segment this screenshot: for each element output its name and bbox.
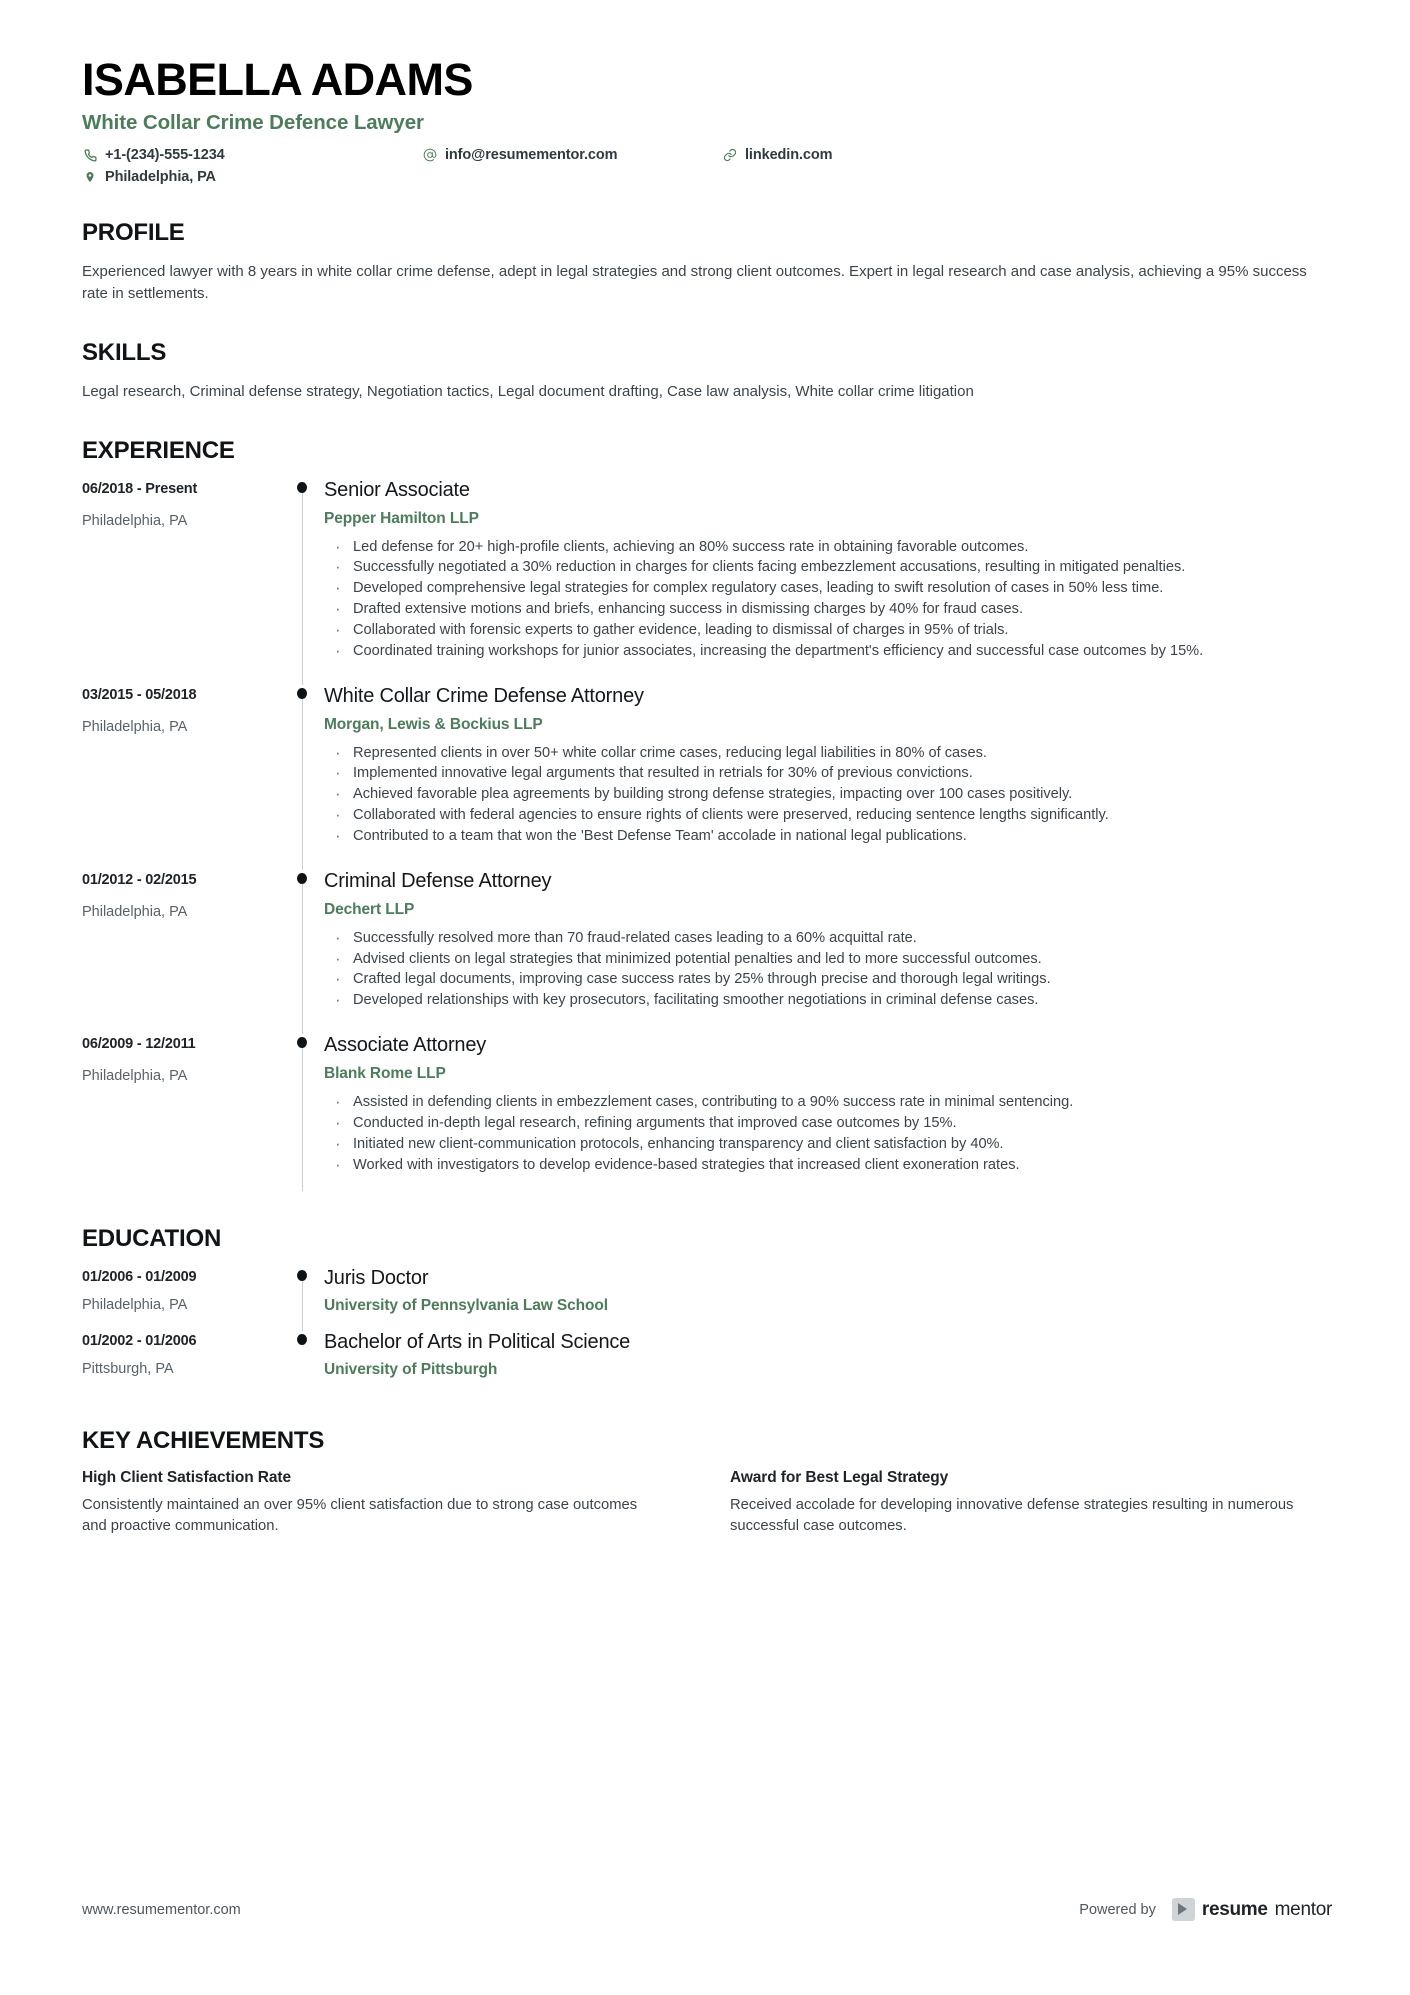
timeline-rail [282,479,324,685]
timeline-line [302,697,303,870]
experience-body [324,685,1332,870]
list-item: · Crafted legal documents, improving case success rates by 25% through precise and thorough legal writings. [324,970,1332,990]
resume-header [82,56,1332,185]
timeline-dot-icon [297,1037,307,1048]
section-title-profile: PROFILE [82,219,185,247]
list-item: · Collaborated with federal agencies to ensure rights of clients were preserved, reducing sentence lengths significantly. [324,806,1332,826]
achievement-title: Award for Best Legal Strategy [730,1468,949,1486]
education-entry [82,1267,1332,1331]
experience-entry [82,870,1332,1034]
footer-website-url[interactable]: www.resumementor.com [82,1901,241,1918]
list-item: · Developed relationships with key prosecutors, facilitating smoother negotiations in criminal defense cases. [324,991,1332,1011]
list-item: · Advised clients on legal strategies that minimized potential penalties and led to more successful outcomes. [324,950,1332,970]
education-meta [82,1331,282,1395]
experience-location: Philadelphia, PA [82,512,188,529]
list-item: · Led defense for 20+ high-profile clients, achieving an 80% success rate in obtaining favorable outcomes. [324,538,1332,558]
professional-headline: White Collar Crime Defence Lawyer [82,111,424,135]
education-dates: 01/2002 - 01/2006 [82,1332,197,1349]
experience-meta [82,1034,282,1198]
powered-by-label: Powered by [1079,1901,1156,1918]
timeline-dot-icon [297,873,307,884]
education-location: Philadelphia, PA [82,1296,188,1313]
education-dates: 01/2006 - 01/2009 [82,1268,197,1285]
experience-entry [82,479,1332,685]
education-school: University of Pennsylvania Law School [324,1296,608,1314]
timeline-rail [282,685,324,870]
list-item: · Worked with investigators to develop evidence-based strategies that increased client exoneration rates. [324,1156,1332,1176]
achievement-title: High Client Satisfaction Rate [82,1468,291,1486]
contact-row-primary [82,147,1332,163]
achievement-description: Received accolade for developing innovative defense strategies resulting in numerous successful case outcomes. [730,1496,1294,1534]
education-meta [82,1267,282,1331]
contact-location [82,169,422,185]
contact-row-secondary [82,169,1332,185]
experience-body [324,870,1332,1034]
section-experience [82,437,1332,1199]
timeline-rail [282,1034,324,1198]
education-school: University of Pittsburgh [324,1360,498,1378]
list-item: · Successfully negotiated a 30% reduction in charges for clients facing embezzlement accusations, resulting in mitigated penalties. [324,558,1332,578]
experience-body [324,479,1332,685]
list-item: · Drafted extensive motions and briefs, enhancing success in dismissing charges by 40% for fraud cases. [324,600,1332,620]
list-item: · Assisted in defending clients in embezzlement cases, contributing to a 90% success rate in minimal sentencing. [324,1093,1332,1113]
footer-branding [1079,1898,1332,1921]
experience-entry [82,1034,1332,1198]
brand-name-bold: resume [1201,1898,1268,1920]
timeline-rail [282,870,324,1034]
brand-name-light: mentor [1274,1898,1332,1920]
timeline-rail [282,1331,324,1395]
list-item: · Conducted in-depth legal research, refining arguments that improved case outcomes by 15%. [324,1114,1332,1134]
profile-text: Experienced lawyer with 8 years in white collar crime defense, adept in legal strategies and strong client outcomes. Expert in legal research and case analysis, achieving a 95% success rate in settlements. [82,263,1307,302]
section-education [82,1225,1332,1395]
contact-block [82,147,1332,185]
timeline-line [302,491,303,685]
experience-bullets [324,929,1332,1011]
section-key-achievements [82,1427,1332,1537]
education-degree: Bachelor of Arts in Political Science [324,1330,631,1353]
experience-body [324,1034,1332,1198]
list-item: · Contributed to a team that won the 'Best Defense Team' accolade in national legal publications. [324,827,1332,847]
experience-job-title: White Collar Crime Defense Attorney [324,684,644,707]
list-item: · Coordinated training workshops for junior associates, increasing the department's efficiency and successful case outcomes by 15%. [324,642,1332,662]
experience-organization: Morgan, Lewis & Bockius LLP [324,715,543,733]
skills-text: Legal research, Criminal defense strategy, Negotiation tactics, Legal document drafting, Case law analysis, White collar crime litigation [82,382,974,400]
resumementor-logo [1172,1898,1332,1921]
contact-email[interactable] [422,147,722,163]
achievements-grid [82,1469,1332,1537]
experience-entry [82,685,1332,870]
contact-location-value: Philadelphia, PA [105,169,216,186]
experience-dates: 01/2012 - 02/2015 [82,871,197,888]
link-icon [722,148,738,162]
section-title-key-achievements: KEY ACHIEVEMENTS [82,1426,325,1454]
experience-job-title: Senior Associate [324,478,470,501]
contact-linkedin[interactable] [722,147,982,163]
section-title-experience: EXPERIENCE [82,436,235,464]
timeline-dot-icon [297,1334,307,1345]
experience-location: Philadelphia, PA [82,903,188,920]
timeline-dot-icon [297,688,307,699]
education-body [324,1331,1332,1395]
contact-linkedin-value: linkedin.com [745,147,833,164]
list-item: · Implemented innovative legal arguments that resulted in retrials for 30% of previous convictions. [324,764,1332,784]
contact-email-value: info@resumementor.com [445,147,618,164]
education-body [324,1267,1332,1331]
timeline-line [302,1046,303,1190]
experience-organization: Blank Rome LLP [324,1065,446,1083]
email-at-icon [422,148,438,162]
experience-meta [82,479,282,685]
experience-organization: Pepper Hamilton LLP [324,509,479,527]
experience-meta [82,685,282,870]
achievement-description: Consistently maintained an over 95% client satisfaction due to strong case outcomes and proactive communication. [82,1496,638,1534]
experience-organization: Dechert LLP [324,900,415,918]
section-title-education: EDUCATION [82,1224,222,1252]
experience-bullets [324,744,1332,847]
timeline-dot-icon [297,1270,307,1281]
experience-meta [82,870,282,1034]
list-item: · Developed comprehensive legal strategies for complex regulatory cases, leading to swift resolution of cases in 50% less time. [324,579,1332,599]
education-entry [82,1331,1332,1395]
experience-dates: 03/2015 - 05/2018 [82,686,197,703]
achievement-card [82,1469,662,1537]
contact-phone-value: +1-(234)-555-1234 [105,147,225,164]
experience-bullets [324,538,1332,662]
contact-phone[interactable] [82,147,422,163]
list-item: · Represented clients in over 50+ white collar crime cases, reducing legal liabilities in 80% of cases. [324,744,1332,764]
experience-job-title: Criminal Defense Attorney [324,869,552,892]
experience-location: Philadelphia, PA [82,1068,188,1085]
section-skills [82,339,1332,403]
list-item: · Successfully resolved more than 70 fraud-related cases leading to a 60% acquittal rate. [324,929,1332,949]
map-pin-icon [82,170,98,184]
timeline-rail [282,1267,324,1331]
list-item: · Achieved favorable plea agreements by building strong defense strategies, impacting over 100 cases positively. [324,785,1332,805]
section-title-skills: SKILLS [82,338,167,366]
timeline-line [302,882,303,1034]
page-title: ISABELLA ADAMS [82,54,473,105]
experience-dates: 06/2018 - Present [82,480,198,497]
play-mark-icon [1172,1898,1195,1921]
experience-dates: 06/2009 - 12/2011 [82,1036,196,1053]
list-item: · Initiated new client-communication protocols, enhancing transparency and client satisfaction by 40%. [324,1135,1332,1155]
timeline-line [302,1279,303,1331]
experience-bullets [324,1093,1332,1175]
list-item: · Collaborated with forensic experts to gather evidence, leading to dismissal of charges in 95% of trials. [324,621,1332,641]
achievement-card [730,1469,1310,1537]
education-degree: Juris Doctor [324,1266,429,1289]
timeline-dot-icon [297,482,307,493]
experience-location: Philadelphia, PA [82,718,188,735]
section-profile [82,219,1332,305]
phone-icon [82,149,98,162]
education-location: Pittsburgh, PA [82,1360,174,1377]
page-footer [82,1898,1332,1921]
experience-job-title: Associate Attorney [324,1034,487,1057]
